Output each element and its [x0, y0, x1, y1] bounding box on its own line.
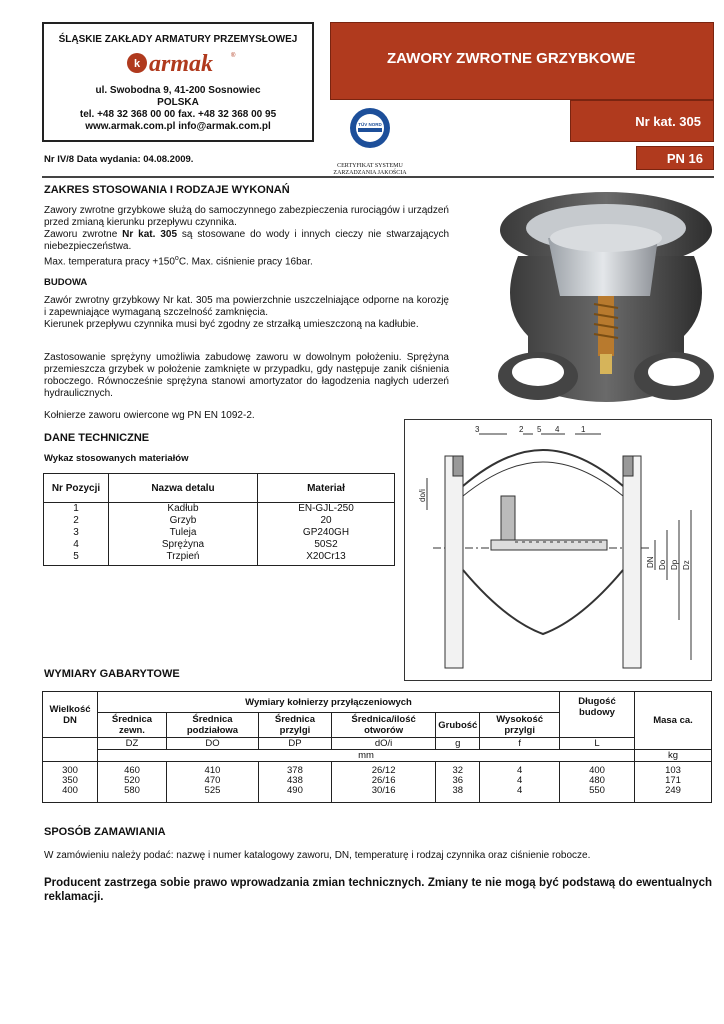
dimension-col [635, 762, 712, 803]
ordering-text: W zamówieniu należy podać: nazwę i numer katalogowy zaworu, DN, temperaturę i rodzaj czynnika oraz ciśnienie robocze. [44, 850, 591, 861]
dim-dz: Dz [682, 560, 691, 570]
callout-4: 4 [555, 425, 560, 434]
dimension-cell: 30/16 [371, 785, 396, 796]
dimension-col [331, 762, 435, 803]
dimension-cell: 460 [124, 765, 140, 776]
material-cell: 50S2 [258, 539, 395, 551]
svg-text:TÜV NORD: TÜV NORD [358, 122, 382, 127]
dimension-cell: 38 [452, 785, 464, 796]
logo-wordmark: armak [149, 51, 214, 77]
dimension-cell: 525 [204, 785, 221, 796]
scope-limits: Max. temperatura pracy $+150^oC$. Max. ciśnienie pracy 16bar. [44, 255, 313, 268]
material-cell: Tuleja [109, 527, 258, 539]
dimension-cell: 490 [287, 785, 303, 796]
technical-heading: DANE TECHNICZNE [44, 432, 150, 444]
material-cell: GP240GH [258, 527, 395, 539]
technical-drawing [404, 419, 712, 681]
col-length: Długość budowy [560, 692, 635, 738]
col-group: Wymiary kołnierzy przyłączeniowych [98, 692, 560, 713]
col-size: Wielkość DN [43, 692, 98, 738]
materials-heading: Wykaz stosowanych materiałów [44, 453, 189, 464]
scope-paragraph: Zawory zwrotne grzybkowe służą do samoczynnego zabezpieczenia rurociągów i urządzeń przed zmianą kierunku przepływu czynnika. [44, 205, 449, 228]
material-row [44, 539, 395, 551]
dimension-cell: 32 [452, 765, 464, 776]
unit-mm: mm [98, 750, 635, 762]
pressure-rating-bar [636, 146, 714, 170]
dimensions-table: Wielkość DN Wymiary kołnierzy przyłączeniowych Długość budowy Masa ca. Średnica zewn. Średnica podziałowa Średnica przylgi Średnica/ilość otworów Grubość Wysokość przylgi DZ DO DP dO/i g f L mm kg 300 350 400 460 520 580 410 470 525 378 438 490 26/12 26/16 30/16 32 36 38 4 4 4 400 480 550 103 171 249 [42, 691, 712, 803]
certificate-logo [330, 104, 410, 177]
armak-logo [103, 49, 253, 77]
dimension-cell: 26/16 [371, 775, 396, 786]
dimension-cell: 103 [665, 765, 681, 776]
svg-text:k: k [133, 58, 141, 70]
address-country: POLSKA [157, 97, 199, 108]
dimension-cell: 520 [124, 775, 140, 786]
material-row [44, 503, 395, 516]
dimension-cell: 400 [589, 765, 605, 776]
flange-text: Kołnierze zaworu owiercone wg PN EN 1092-2. [44, 410, 255, 421]
dimension-col [166, 762, 258, 803]
svg-text:®: ® [231, 53, 236, 59]
spring-text: Zastosowanie sprężyny umożliwia zabudowę zaworu w dowolnym położeniu. Sprężyna przemieszcza grzybek w położenie zamknięte w przypadku, gdy następuje zanik ciśnienia roboczego. Równocześnie sprężyna stanowi amortyzator do łagodzenia nagłych uderzeń hydraulicznych. [44, 352, 449, 399]
callout-5: 5 [537, 425, 542, 434]
material-row [44, 551, 395, 566]
material-row [44, 515, 395, 527]
catalog-number: Nr kat. 305 [635, 114, 701, 129]
dimension-cell: 470 [204, 775, 221, 786]
dimension-values-row [43, 762, 712, 803]
dimension-cell: 550 [589, 785, 605, 796]
tuv-nord-icon [348, 104, 392, 156]
header-divider [42, 176, 714, 178]
dimension-cell: 300 [62, 765, 78, 776]
certificate-caption: CERTYFIKAT SYSTEMU ZARZADZANIA JAKOŚCIA [333, 163, 407, 176]
col-mass: Masa ca. [635, 692, 712, 750]
dimension-col [480, 762, 560, 803]
dim-do: Do [658, 559, 667, 570]
callout-3: 3 [475, 425, 480, 434]
material-row [44, 527, 395, 539]
document-meta: Nr IV/8 Data wydania: 04.08.2009. [44, 154, 194, 165]
col-header: Nr Pozycji [44, 474, 109, 503]
dimension-cell: 350 [62, 775, 78, 786]
construction-heading: BUDOWA [44, 277, 88, 288]
scope-text [44, 205, 449, 268]
address-phone: tel. +48 32 368 00 00 fax. +48 32 368 00 95 [79, 109, 277, 120]
catalog-number-bar [570, 100, 714, 142]
pressure-rating: PN 16 [666, 151, 703, 166]
dimension-col [98, 762, 167, 803]
material-cell: Kadłub [109, 503, 258, 516]
dimension-col [258, 762, 331, 803]
dim-dn: DN [646, 556, 655, 568]
material-cell: 3 [73, 527, 79, 538]
dimension-cell: 249 [665, 785, 681, 796]
material-cell: 20 [258, 515, 395, 527]
dim-dp: Dp [670, 559, 679, 570]
company-info-box [42, 22, 314, 142]
dimension-cell: 4 [517, 775, 523, 786]
dimension-cell: 378 [287, 765, 303, 776]
disclaimer: Producent zastrzega sobie prawo wprowadzania zmian technicznych. Zmiany te nie mogą być podstawą do ewentualnych reklamacji. [44, 877, 712, 903]
dimension-cell: 171 [665, 775, 681, 786]
dimension-col [43, 762, 98, 803]
address-line: ul. Swobodna 9, 41-200 Sosnowiec [95, 85, 261, 96]
material-cell: 1 [73, 503, 79, 514]
document-title: ZAWORY ZWROTNE GRZYBKOWE [387, 50, 636, 67]
dimension-cell: 438 [287, 775, 303, 786]
title-bar [330, 22, 714, 100]
dimension-cell: 4 [517, 785, 523, 796]
ordering-heading: SPOSÓB ZAMAWIANIA [44, 826, 166, 838]
material-cell: Sprężyna [109, 539, 258, 551]
scope-paragraph-2: Zaworu zwrotne Nr kat. 305 są stosowane do wody i innych cieczy nie stwarzających niebezpieczeństwa. [44, 229, 450, 252]
material-cell: X20Cr13 [258, 551, 395, 566]
construction-text: Zawór zwrotny grzybkowy Nr kat. 305 ma powierzchnie uszczelniające odporne na korozję i zapewniające wymaganą szczelność zamknięcia. Kierunek przepływu czynnika musi być zgodny ze strzałką umieszczoną na kadłubie. [44, 295, 449, 330]
col-header: Materiał [258, 474, 395, 503]
material-cell: 5 [73, 551, 79, 562]
dimension-cell: 410 [204, 765, 221, 776]
material-cell: EN-GJL-250 [258, 503, 395, 516]
material-cell: Grzyb [109, 515, 258, 527]
material-cell: 2 [73, 515, 79, 526]
scope-heading: ZAKRES STOSOWANIA I RODZAJE WYKONAŃ [44, 184, 290, 196]
dimension-cell: 400 [62, 785, 78, 796]
valve-cutaway-image [488, 186, 720, 418]
dimension-cell: 36 [452, 775, 464, 786]
company-name: ŚLĄSKIE ZAKŁADY ARMATURY PRZEMYSŁOWEJ [58, 34, 298, 45]
callout-1: 1 [581, 425, 586, 434]
dimension-cell: 480 [589, 775, 605, 786]
dim-do-i: do/i [418, 489, 427, 502]
company-address [44, 85, 312, 133]
unit-kg: kg [635, 750, 712, 762]
materials-table [43, 473, 395, 566]
dimensions-heading: WYMIARY GABARYTOWE [44, 668, 180, 680]
dimension-cell: 580 [124, 785, 140, 796]
material-cell: Trzpień [109, 551, 258, 566]
dimension-col [436, 762, 480, 803]
address-web: www.armak.com.pl info@armak.com.pl [85, 121, 271, 132]
dimension-cell: 4 [517, 765, 523, 776]
col-header: Nazwa detalu [109, 474, 258, 503]
callout-2: 2 [519, 425, 524, 434]
material-cell: 4 [73, 539, 79, 550]
dimension-cell: 26/12 [371, 765, 396, 776]
dimension-col [560, 762, 635, 803]
